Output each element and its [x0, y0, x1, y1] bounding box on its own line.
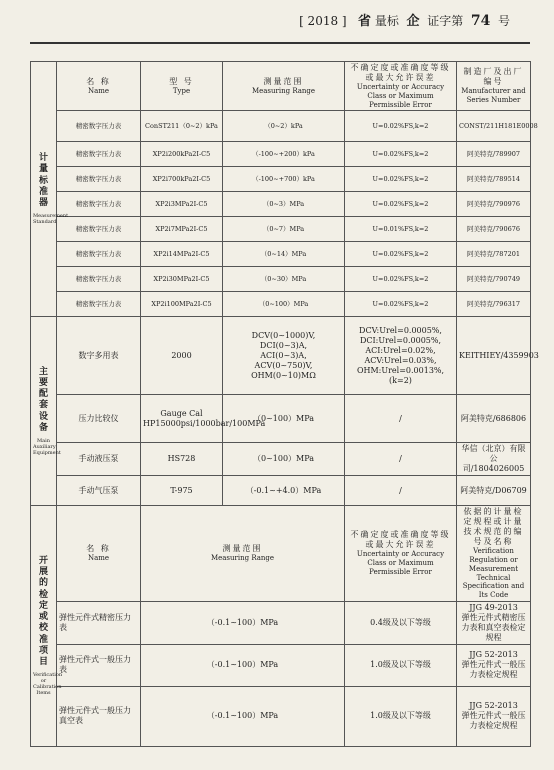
table-row — [31, 317, 531, 395]
instrument-name: 精密数字压力表 — [57, 267, 141, 292]
table-row — [31, 476, 531, 506]
instrument-type: XP2i7MPa2I-C5 — [141, 217, 223, 242]
range-line: （0~100）MPa — [252, 413, 315, 423]
table-row — [31, 601, 531, 644]
uncertainty: U=0.02%FS,k=2 — [345, 267, 457, 292]
uncertainty — [345, 443, 457, 476]
section-char: 或 — [38, 612, 48, 622]
manufacturer-serial: 华信（北京）有限公司/1804026005 — [457, 443, 531, 476]
section-char: 设 — [38, 411, 48, 422]
header-en: Name — [87, 86, 110, 95]
cert-ch1: 省 — [358, 14, 372, 29]
header-en: Manufacturer and Series Number — [461, 87, 526, 105]
table-row — [31, 167, 531, 192]
uncertainty: U=0.01%FS,k=2 — [345, 217, 457, 242]
section-char: 主 — [38, 366, 48, 377]
section-char: 量 — [38, 164, 48, 175]
section-char: 套 — [38, 400, 48, 411]
instrument-name: 精密数字压力表 — [57, 217, 141, 242]
equipment-type: Gauge Cal HP15000psi/1000bar/100MPa — [141, 395, 223, 443]
table-row — [31, 443, 531, 476]
section-char: 检 — [38, 589, 48, 600]
measuring-range: （0~7）MPa — [223, 217, 345, 242]
section-char: 定 — [38, 600, 48, 611]
measuring-range: （-0.1~100）MPa — [141, 644, 345, 686]
instrument-name: 精密数字压力表 — [57, 142, 141, 167]
table-row — [31, 242, 531, 267]
cert-ch3: 企 — [406, 14, 420, 29]
certificate-table — [30, 61, 539, 747]
table-row — [31, 395, 531, 443]
manufacturer-serial: 阿美特克/790976 — [457, 192, 531, 217]
uncertainty: U=0.02%FS,k=2 — [345, 111, 457, 142]
section-char: 准 — [38, 634, 48, 645]
item-name: 弹性元件式一般压力表 — [57, 644, 141, 686]
range-line: OHM(0~10)MΩ — [251, 370, 316, 380]
instrument-type: XP2i3MPa2I-C5 — [141, 192, 223, 217]
measuring-range — [223, 476, 345, 506]
accuracy-class: 1.0级及以下等级 — [345, 644, 457, 686]
uncertainty: U=0.02%FS,k=2 — [345, 142, 457, 167]
calib-name-header — [57, 506, 141, 602]
uncertainty: U=0.02%FS,k=2 — [345, 292, 457, 317]
section-char: 器 — [38, 198, 48, 208]
standard-section-label — [31, 62, 69, 317]
regulation-code: JJG 52-2013 — [469, 701, 518, 711]
measuring-range: （-0.1~100）MPa — [141, 686, 345, 746]
uncertainty: U=0.02%FS,k=2 — [345, 242, 457, 267]
cert-year: [ 2018 ] — [299, 14, 347, 28]
regulation-title: 弹性元件式一般压力表检定规程 — [461, 711, 526, 731]
table-row — [31, 267, 531, 292]
manufacturer-serial: 阿美特克/796317 — [457, 292, 531, 317]
manufacturer-serial: 阿美特克/686806 — [457, 395, 531, 443]
header-en: Measuring Range — [251, 86, 316, 95]
table-row — [31, 292, 531, 317]
table-row — [31, 192, 531, 217]
measuring-range: （0~100）MPa — [223, 292, 345, 317]
calib-regulation-header — [457, 506, 531, 602]
manufacturer-serial: 阿美特克/789514 — [457, 167, 531, 192]
regulation-title: 弹性元件式精密压力表和真空表检定规程 — [461, 612, 526, 642]
header-rule — [30, 42, 530, 44]
manufacturer-serial: CONST/211H181E0008 — [457, 111, 531, 142]
section-char: 准 — [38, 186, 48, 197]
uncertainty-line: DCV:Urel=0.0005%, — [359, 325, 442, 335]
table-row — [31, 142, 531, 167]
accuracy-class: 1.0级及以下等级 — [345, 686, 457, 746]
calib-uncertainty-header — [345, 506, 457, 602]
table-row — [31, 217, 531, 242]
header-cn: 型 号 — [169, 76, 194, 86]
section-char: 目 — [38, 657, 48, 667]
section-char: 项 — [38, 645, 48, 656]
header-cn: 名 称 — [86, 76, 111, 86]
header-en: Verification Regulation or Measurement Technical Specification and Its Code — [462, 547, 525, 599]
instrument-type: XP2i200kPa2I-C5 — [141, 142, 223, 167]
manufacturer-serial: 阿美特克/790749 — [457, 267, 531, 292]
header-cn: 名 称 — [86, 544, 111, 554]
measuring-range: （-0.1~100）MPa — [141, 601, 345, 644]
header-en: Measuring Range — [210, 554, 275, 563]
regulation-code: JJG 52-2013 — [469, 650, 518, 660]
instrument-type: XP2i14MPa2I-C5 — [141, 242, 223, 267]
header-cn: 测量范围 — [263, 76, 304, 86]
section-english: Main Auxiliary Equipment — [33, 438, 61, 456]
section-english: Measurement Standard — [33, 213, 69, 226]
range-line: DCI(0~3)A, — [259, 340, 308, 350]
type-header — [141, 62, 223, 111]
table-row — [31, 686, 531, 746]
header-cn: 不确定度或准确度等级或最大允许误差 — [350, 63, 451, 82]
regulation — [457, 644, 531, 686]
equipment-type: 2000 — [141, 317, 223, 395]
item-name: 弹性元件式一般压力真空表 — [57, 686, 141, 746]
measuring-range: （-100~+700）kPa — [223, 167, 345, 192]
uncertainty-line: DCI:Urel=0.0005%, — [359, 335, 442, 345]
header-cn: 制造厂及出厂编号 — [463, 67, 524, 87]
instrument-name: 精密数字压力表 — [57, 242, 141, 267]
manufacturer-serial: 阿美特克/789907 — [457, 142, 531, 167]
range-line: （0~100）MPa — [252, 454, 315, 464]
range-header — [223, 62, 345, 111]
calib-section-label — [31, 506, 63, 747]
cert-number: 74 — [470, 13, 491, 29]
equipment-name: 数字多用表 — [57, 317, 141, 395]
instrument-type: ConST211（0~2）kPa — [141, 111, 223, 142]
header-cn: 测量范围 — [222, 544, 263, 554]
instrument-type: XP2i100MPa2I-C5 — [141, 292, 223, 317]
header-cn: 依据的计量检定规程或计量技术规范的编号及名称 — [463, 507, 524, 547]
uncertainty-line: / — [399, 454, 402, 464]
manufacturer-serial: 阿美特克/D06709 — [457, 476, 531, 506]
section-char: 配 — [38, 389, 48, 399]
instrument-name: 精密数字压力表 — [57, 111, 141, 142]
instrument-type: XP2i30MPa2I-C5 — [141, 267, 223, 292]
table-row — [31, 644, 531, 686]
header-en: Type — [172, 86, 191, 95]
uncertainty-line: ACI:Urel=0.02%, — [365, 345, 436, 355]
measuring-range: （0~2）kPa — [223, 111, 345, 142]
equipment-type: T-975 — [141, 476, 223, 506]
uncertainty: U=0.02%FS,k=2 — [345, 167, 457, 192]
equipment-name: 手动气压泵 — [57, 476, 141, 506]
equipment-name: 手动液压泵 — [57, 443, 141, 476]
section-english: Verification or Calibration Items — [33, 672, 63, 697]
uncertainty-line: ACV:Urel=0.03%, — [364, 355, 437, 365]
measuring-range — [223, 443, 345, 476]
section-char: 的 — [38, 578, 48, 589]
calib-header-row — [31, 506, 531, 602]
range-line: （-0.1~+4.0）MPa — [245, 485, 322, 495]
measuring-range: （0~3）MPa — [223, 192, 345, 217]
header-en: Uncertainty or Accuracy Class or Maximum Permissible Error — [356, 550, 445, 576]
equipment-name: 压力比较仪 — [57, 395, 141, 443]
uncertainty — [345, 395, 457, 443]
measuring-range: （-100~+200）kPa — [223, 142, 345, 167]
certificate-header — [299, 10, 510, 29]
manufacturer-serial: 阿美特克/790676 — [457, 217, 531, 242]
range-line: ACV(0~750)V, — [254, 360, 313, 370]
section-char: 展 — [38, 567, 48, 577]
uncertainty — [345, 317, 457, 395]
instrument-name: 精密数字压力表 — [57, 192, 141, 217]
regulation — [457, 601, 531, 644]
uncertainty: U=0.02%FS,k=2 — [345, 192, 457, 217]
uncertainty-header — [345, 62, 457, 111]
regulation-code: JJG 49-2013 — [469, 602, 518, 612]
measuring-range — [223, 317, 345, 395]
header-en: Uncertainty or Accuracy Class or Maximum Permissible Error — [356, 83, 445, 109]
aux-section-label — [31, 317, 61, 506]
section-char: 校 — [38, 623, 48, 634]
instrument-name: 精密数字压力表 — [57, 167, 141, 192]
section-char: 计 — [38, 153, 48, 163]
instrument-type: XP2i700kPa2I-C5 — [141, 167, 223, 192]
manufacturer-serial: 阿美特克/787201 — [457, 242, 531, 267]
uncertainty — [345, 476, 457, 506]
section-char: 标 — [38, 175, 48, 186]
measuring-range: （0~14）MPa — [223, 242, 345, 267]
uncertainty-line: / — [399, 413, 402, 423]
equipment-type: HS728 — [141, 443, 223, 476]
calib-range-header — [141, 506, 345, 602]
cert-ch4: 证字第 — [427, 14, 464, 28]
header-cn: 不确定度或准确度等级或最大允许误差 — [350, 530, 451, 550]
item-name: 弹性元件式精密压力表 — [57, 601, 141, 644]
standard-header-row — [31, 62, 531, 111]
cert-ch2: 量标 — [374, 14, 399, 28]
regulation-title: 弹性元件式一般压力表检定规程 — [461, 660, 526, 680]
section-char: 开 — [38, 555, 48, 566]
manufacturer-header — [457, 62, 531, 111]
table-row — [31, 111, 531, 142]
manufacturer-serial: KEITHIEY/4359903 — [457, 317, 531, 395]
uncertainty-line: OHM:Urel=0.0013%, — [356, 365, 445, 375]
range-line: ACI(0~3)A, — [260, 350, 307, 360]
accuracy-class: 0.4级及以下等级 — [345, 601, 457, 644]
cert-ch5: 号 — [497, 14, 510, 28]
header-en: Name — [87, 554, 110, 563]
measuring-range: （0~30）MPa — [223, 267, 345, 292]
uncertainty-line: (k=2) — [389, 375, 412, 385]
range-line: DCV(0~1000)V, — [251, 330, 316, 340]
name-header — [57, 62, 141, 111]
uncertainty-line: / — [399, 485, 402, 495]
instrument-name: 精密数字压力表 — [57, 292, 141, 317]
section-char: 要 — [38, 377, 48, 388]
section-char: 备 — [38, 422, 48, 433]
regulation — [457, 686, 531, 746]
